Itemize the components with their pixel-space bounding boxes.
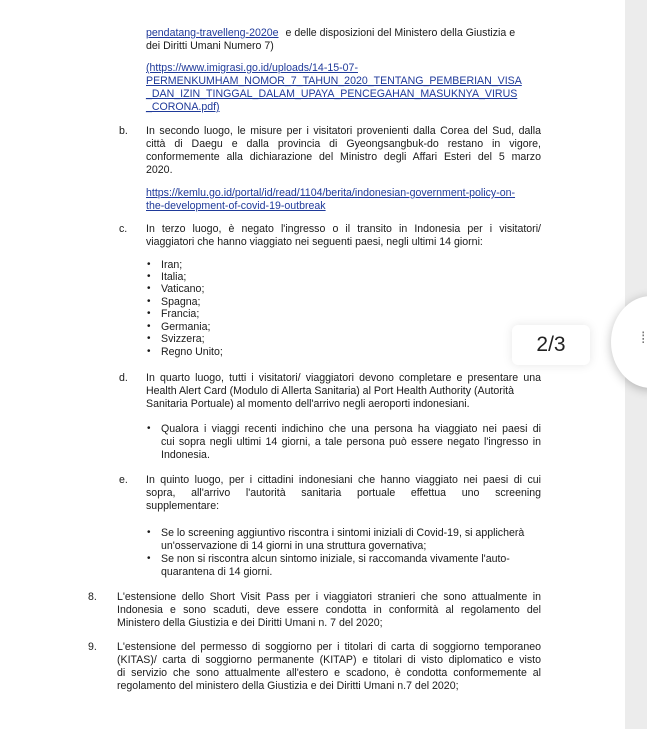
list-marker: e.	[119, 474, 128, 486]
permenkumham-link[interactable]: (https://www.imigrasi.go.id/uploads/14-15-07-	[146, 62, 358, 74]
item-9-text: L'estensione del permesso di soggiorno per i titolari di carta di soggiorno temporaneo	[117, 641, 541, 653]
list-marker: c.	[119, 223, 128, 235]
immigration-link-fragment[interactable]: pendatang-travelleng-2020e	[146, 27, 279, 39]
bullet-icon: •	[147, 283, 151, 294]
item-9-text: regolamento del ministero della Giustizia e dei Diritti Umani n.7 del 2020;	[117, 680, 459, 692]
item-9-text: di servizio che sono attualmente all'estero e scadono, è condotta conformemente al	[117, 667, 541, 679]
item-e-text: In quinto luogo, per i cittadini indonesiani che hanno viaggiato nei paesi di cui	[146, 474, 541, 486]
item-b-text: In secondo luogo, le misure per i visitatori provenienti dalla Corea del Sud, dalla	[146, 125, 541, 137]
item-c-text: viaggiatori che hanno viaggiato nei seguenti paesi, negli ultimi 14 giorni:	[146, 236, 483, 248]
item-e-bullet-text: Se non si riscontra alcun sintomo iniziale, si raccomanda vivamente l'auto-	[161, 553, 510, 565]
item-8-text: Indonesia e sono scaduti, deve essere condotta in conformità al regolamento del	[117, 604, 541, 616]
paragraph-line	[146, 27, 515, 40]
item-d-text: Health Alert Card (Modulo di Allerta Sanitaria) al Port Health Authority (Autorità	[146, 385, 515, 397]
permenkumham-link[interactable]: _CORONA.pdf)	[146, 101, 220, 113]
bullet-icon: •	[147, 321, 151, 332]
item-d-text: In quarto luogo, tutti i visitatori/ viaggiatori devono completare e presentare una	[146, 372, 541, 384]
bullet-icon: •	[147, 527, 151, 538]
item-b-text: conformemente alla dichiarazione del Ministro degli Affari Esteri del 5 marzo	[146, 151, 541, 163]
country-item: Vaticano;	[161, 283, 205, 295]
item-e-bullet-text: Se lo screening aggiuntivo riscontra i sintomi iniziali di Covid-19, si applicherà	[161, 527, 525, 539]
country-item: Svizzera;	[161, 333, 205, 345]
country-item: Regno Unito;	[161, 346, 223, 358]
list-marker: b.	[119, 125, 128, 137]
bullet-icon: •	[147, 423, 151, 434]
item-e-text: supplementare:	[146, 500, 220, 512]
list-marker: 8.	[88, 591, 97, 603]
country-item: Germania;	[161, 321, 211, 333]
bullet-icon: •	[147, 346, 151, 357]
item-d-bullet-text: cui sopra negli ultimi 14 giorni, a tale persona può essere negato l'ingresso in	[161, 436, 541, 448]
permenkumham-link[interactable]: _DAN_IZIN_TINGGAL_DALAM_UPAYA_PENCEGAHAN_MASUKNYA_VIRUS	[146, 88, 518, 100]
item-8-text: L'estensione dello Short Visit Pass per i viaggiatori stranieri che sono attualmente in	[117, 591, 541, 603]
bullet-icon: •	[147, 296, 151, 307]
paragraph-line: dei Diritti Umani Numero 7)	[146, 40, 274, 52]
permenkumham-link[interactable]: PERMENKUMHAM_NOMOR_7_TAHUN_2020_TENTANG_PEMBERIAN_VISA	[146, 75, 522, 87]
item-d-bullet-text: Qualora i viaggi recenti indichino che una persona ha viaggiato nei paesi di	[161, 423, 541, 435]
kemlu-link[interactable]: https://kemlu.go.id/portal/id/read/1104/berita/indonesian-government-policy-on-	[146, 187, 516, 199]
bullet-icon: •	[147, 271, 151, 282]
item-8-text: Ministero della Giustizia e dei Diritti Umani n. 7 del 2020;	[117, 617, 383, 629]
bullet-icon: •	[147, 333, 151, 344]
country-item: Francia;	[161, 308, 200, 320]
page-indicator	[512, 325, 590, 365]
item-e-bullet-text: quarantena di 14 giorni.	[161, 566, 273, 578]
kemlu-link[interactable]: the-development-of-covid-19-outbreak	[146, 200, 326, 212]
paragraph-text: e delle disposizioni del Ministero della Giustizia e	[285, 27, 516, 39]
country-item: Italia;	[161, 271, 187, 283]
item-e-bullet-text: un'osservazione di 14 giorni in una struttura governativa;	[161, 540, 427, 552]
item-e-text: sopra, all'arrivo l'autorità sanitaria portuale effettua uno screening	[146, 487, 541, 499]
item-d-text: Sanitaria Portuale) al momento dell'arrivo negli aeroporti indonesiani.	[146, 398, 470, 410]
bullet-icon: •	[147, 308, 151, 319]
item-d-bullet-text: Indonesia.	[161, 449, 210, 461]
list-marker: 9.	[88, 641, 97, 653]
item-9-text: (KITAS)/ carta di soggiorno permanente (KITAP) e titolari di visto diplomatico e visto	[117, 654, 541, 666]
bullet-icon: •	[147, 553, 151, 564]
item-b-text: 2020.	[146, 164, 173, 176]
country-item: Spagna;	[161, 296, 201, 308]
page-indicator-label: 2/3	[536, 333, 566, 356]
item-b-text: città di Daegu e dalla provincia di Gyeongsangbuk-do restano in vigore,	[146, 138, 541, 150]
bullet-icon: •	[147, 259, 151, 270]
scroll-handle-icon: ⁞	[641, 330, 646, 347]
country-item: Iran;	[161, 259, 183, 271]
item-c-text: In terzo luogo, è negato l'ingresso o il transito in Indonesia per i visitatori/	[146, 223, 541, 235]
list-marker: d.	[119, 372, 128, 384]
